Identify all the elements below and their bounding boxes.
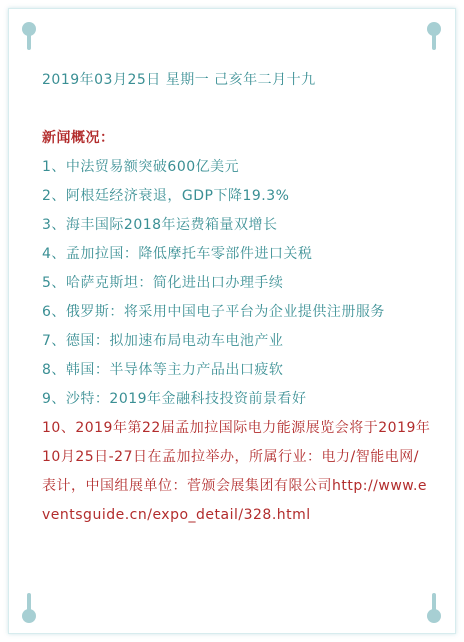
spacer <box>42 95 432 124</box>
news-heading: 新闻概况： <box>42 130 115 146</box>
news-item: 6、俄罗斯：将采用中国电子平台为企业提供注册服务 <box>42 304 385 320</box>
expo-link[interactable]: http://www.eventsguide.cn/expo_detail/328.html <box>42 478 428 523</box>
news-content <box>42 66 432 530</box>
highlight-text: 10、2019年第22届孟加拉国际电力能源展览会将于2019年10月25日-27日在孟加拉举办，所属行业：电力/智能电网/表计，中国组展单位：菅颁会展集团有限公司 <box>42 420 431 494</box>
date-line: 2019年03月25日 星期一 己亥年二月十九 <box>42 72 316 88</box>
highlight-news-item <box>42 414 432 530</box>
news-item: 3、海丰国际2018年运费箱量双增长 <box>42 217 278 233</box>
news-item: 2、阿根廷经济衰退，GDP下降19.3% <box>42 188 290 204</box>
news-item: 9、沙特：2019年金融科技投资前景看好 <box>42 391 307 407</box>
news-item: 1、中法贸易额突破600亿美元 <box>42 159 240 175</box>
news-item: 8、韩国：半导体等主力产品出口疲软 <box>42 362 284 378</box>
news-item: 4、孟加拉国：降低摩托车零部件进口关税 <box>42 246 313 262</box>
news-item: 5、哈萨克斯坦：简化进出口办理手续 <box>42 275 284 291</box>
news-item: 7、德国：拟加速布局电动车电池产业 <box>42 333 284 349</box>
